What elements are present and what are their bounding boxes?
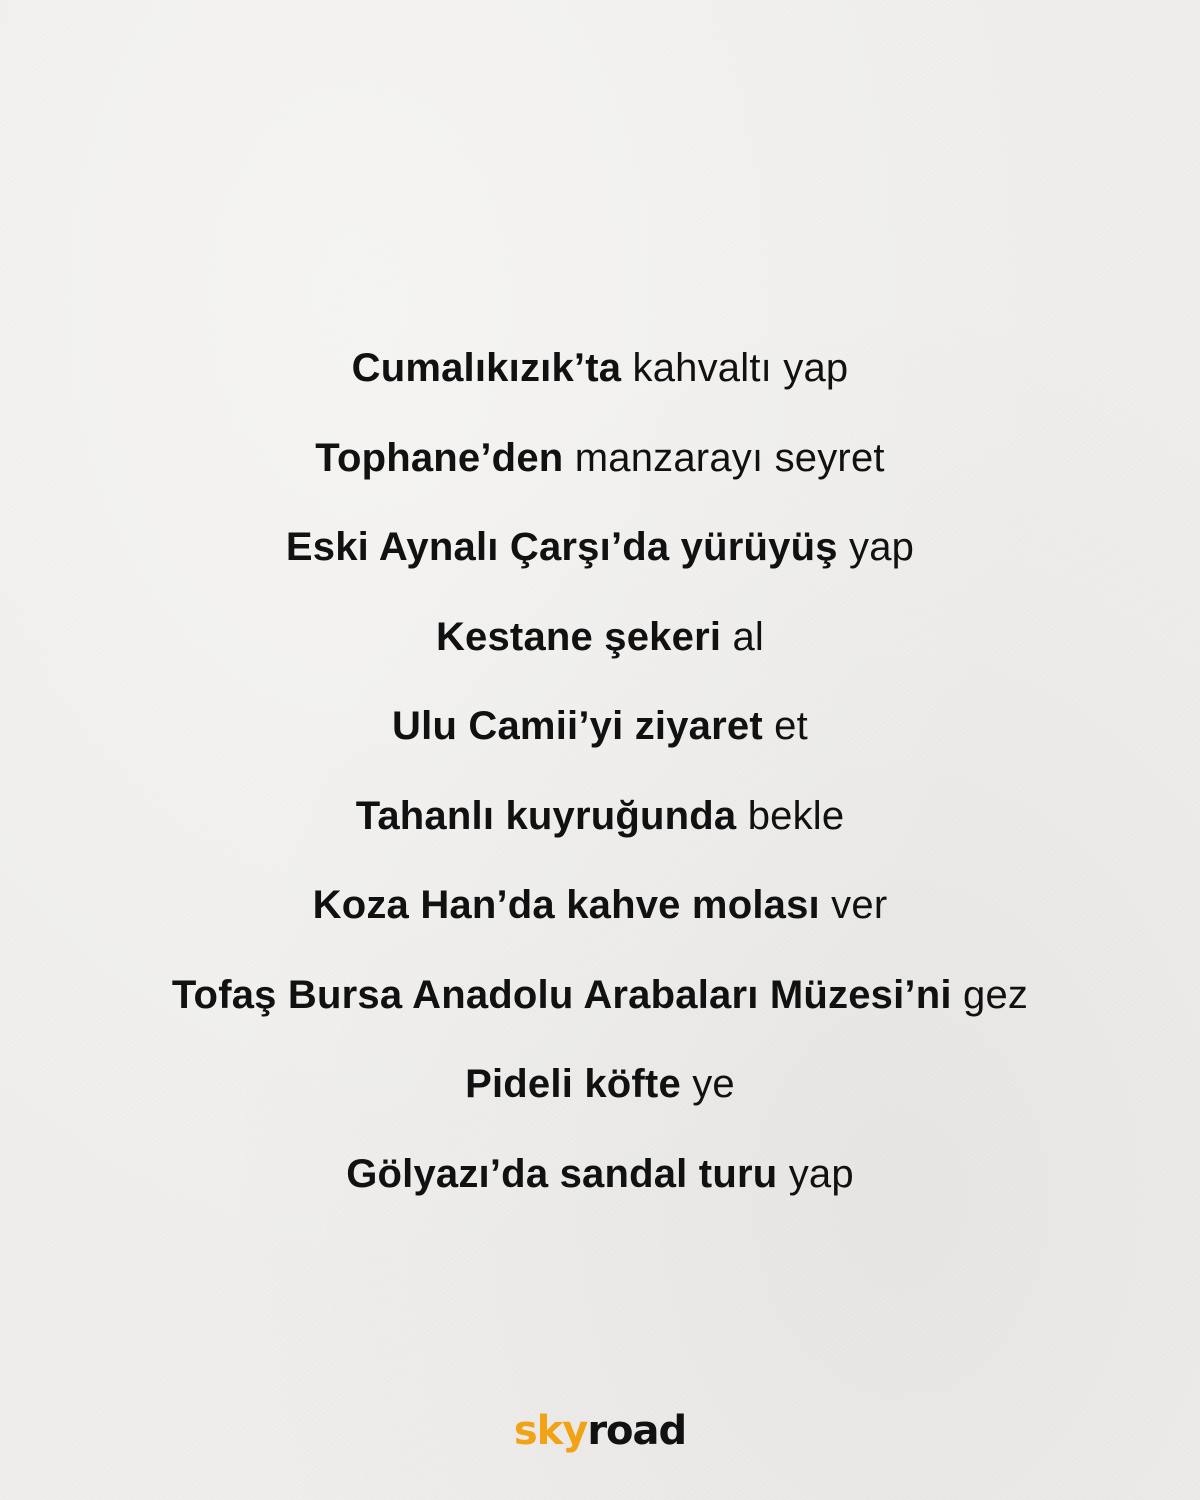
list-item: [0, 691, 1200, 781]
item-highlight: Ulu Camii’yi ziyaret: [392, 704, 763, 748]
list-item: [0, 1049, 1200, 1139]
item-verb: manzarayı seyret: [574, 435, 885, 480]
item-highlight: Koza Han’da kahve molası: [312, 883, 820, 927]
list-item: [0, 1139, 1200, 1229]
item-highlight: Cumalıkızık’ta: [351, 346, 622, 390]
item-highlight: Eski Aynalı Çarşı’da yürüyüş: [285, 525, 838, 569]
item-verb: ye: [692, 1062, 735, 1106]
item-verb: bekle: [747, 793, 845, 838]
list-item: [0, 423, 1200, 513]
list-item: [0, 333, 1200, 423]
list-item: [0, 602, 1200, 692]
skyroad-logo: [0, 1406, 1200, 1456]
list-item: [0, 781, 1200, 871]
logo-sky-part: sky: [513, 1408, 588, 1454]
list-item: [0, 512, 1200, 602]
item-highlight: Tophane’den: [315, 435, 564, 480]
item-verb: yap: [788, 1151, 854, 1196]
item-verb: yap: [849, 525, 915, 569]
bucket-list: [0, 333, 1200, 1228]
item-verb: kahvaltı yap: [632, 346, 849, 390]
item-verb: ver: [831, 883, 888, 927]
list-item: [0, 870, 1200, 960]
item-highlight: Gölyazı’da sandal turu: [346, 1151, 778, 1196]
item-highlight: Tahanlı kuyruğunda: [355, 793, 737, 838]
item-highlight: Pideli köfte: [465, 1062, 681, 1106]
list-item: [0, 960, 1200, 1050]
logo-road-part: road: [587, 1408, 687, 1454]
item-verb: al: [732, 614, 765, 659]
item-highlight: Kestane şekeri: [435, 614, 722, 659]
item-verb: gez: [963, 972, 1029, 1017]
item-highlight: Tofaş Bursa Anadolu Arabaları Müzesi’ni: [171, 972, 952, 1017]
item-verb: et: [774, 704, 808, 748]
